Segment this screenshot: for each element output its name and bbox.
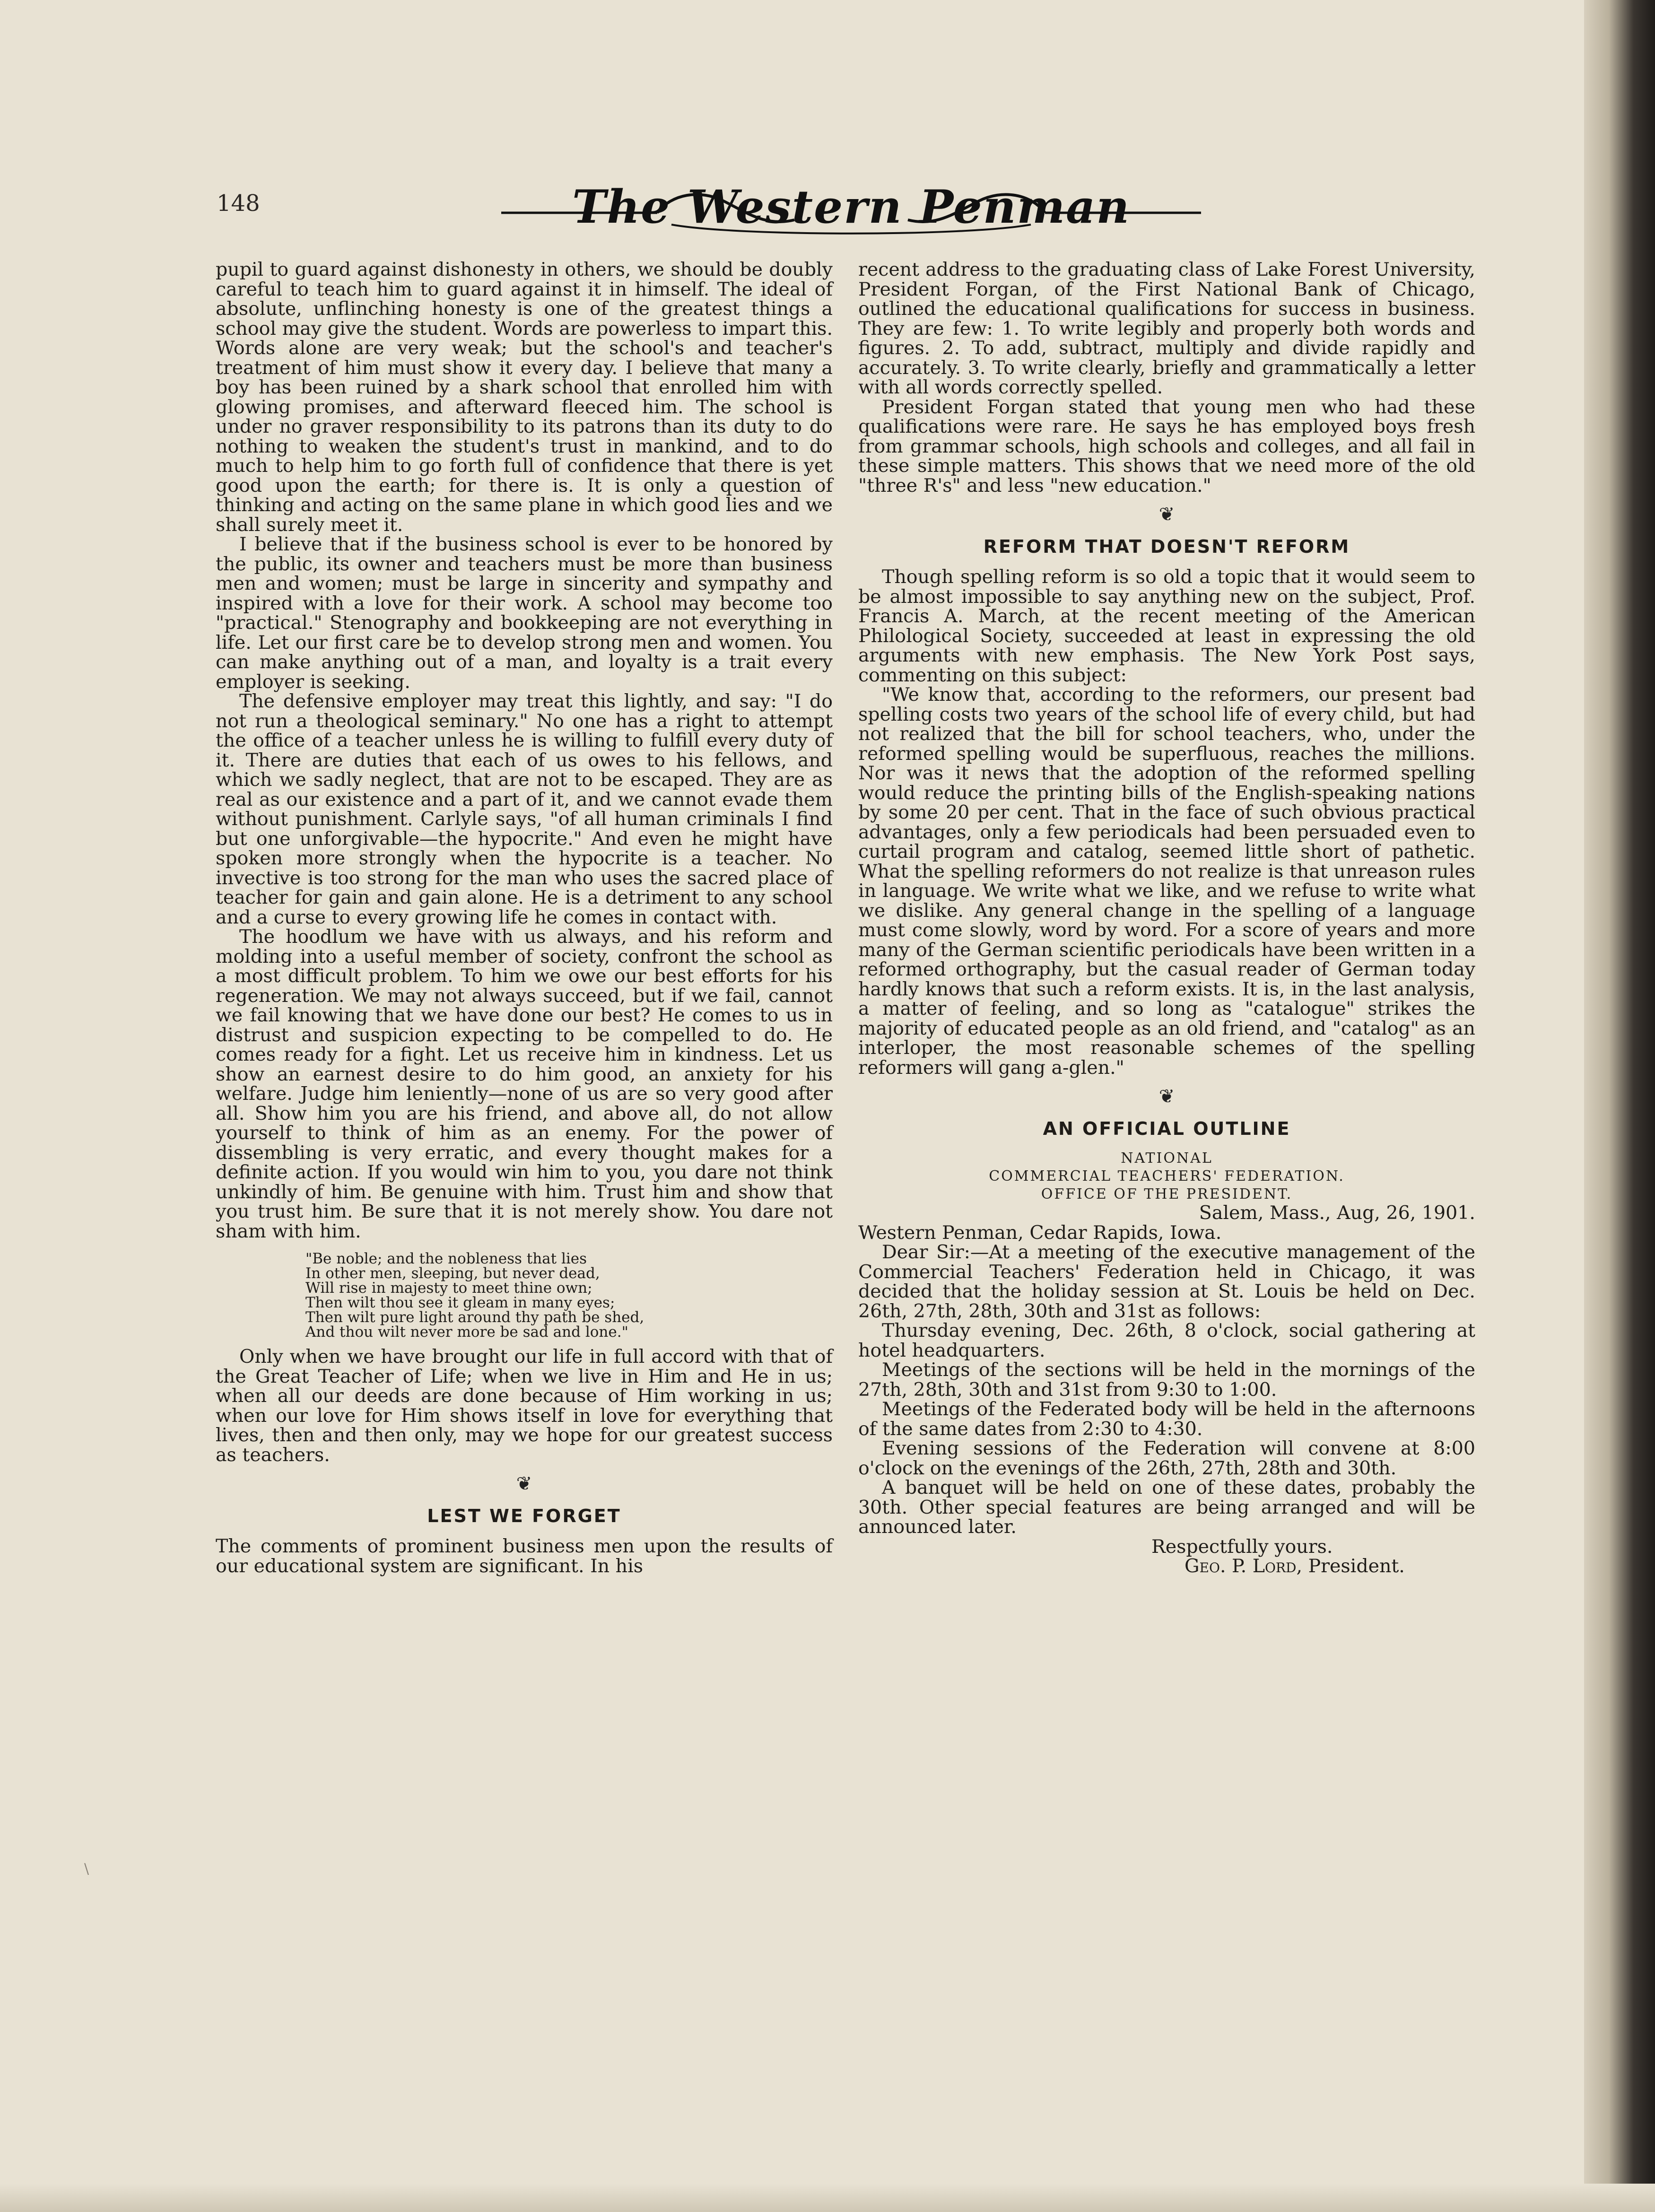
margin-mark: \ — [84, 1861, 89, 1877]
poem-quote — [216, 1252, 833, 1340]
article-paragraph: The comments of prominent business men upon the results of our educational system are significant. In his — [216, 1535, 833, 1577]
page-number: 148 — [217, 190, 260, 217]
letter-closing: Respectfully yours. — [1151, 1535, 1333, 1558]
poem-line: In other men, sleeping, but never dead, — [305, 1265, 600, 1282]
article-paragraph: "We know that, according to the reformers, our present bad spelling costs two years of the school life of every child, but had not realized that the bill for school teachers, who, under the reformed spelling would be superfluous, reaches the millions. Nor was it news that the adoption of the reformed spelling would reduce the printing bills of the English-speaking nations by some 20 per cent. That in the face of such obvious practical advantages, only a few periodicals had been persuaded even to curtail program and catalog, seemed little short of pathetic. What the spelling reformers do not realize is that unreason rules in language. We write what we like, and we refuse to write what we dislike. Any general change in the spelling of a language must come slowly, word by word. For a score of years and more many of the German scientific periodicals have been written in a reformed orthography, but the casual reader of German today hardly knows that such a reform exists. It is, in the last analysis, a matter of feeling, and so long as "catalogue" strikes the majority of educated people as an old friend, and "catalog" as an interloper, the most reasonable schemes of the spelling reformers will gang a-glen." — [858, 684, 1475, 1079]
poem-line: Will rise in majesty to meet thine own; — [305, 1280, 592, 1297]
section-heading-reform: REFORM THAT DOESN'T REFORM — [983, 536, 1350, 557]
signature-name: Geo. P. Lord — [1185, 1555, 1297, 1577]
section-ornament-icon: ❦ — [1158, 504, 1175, 525]
section-ornament-icon: ❦ — [516, 1473, 532, 1495]
section-heading-official-outline: AN OFFICIAL OUTLINE — [1043, 1118, 1291, 1139]
letterhead-line: COMMERCIAL TEACHERS' FEDERATION. — [989, 1168, 1345, 1184]
poem-line: "Be noble; and the nobleness that lies — [305, 1250, 587, 1267]
letter-addressee: Western Penman, Cedar Rapids, Iowa. — [858, 1221, 1222, 1244]
left-column — [216, 260, 833, 1576]
letter-signature — [858, 1557, 1475, 1576]
poem-line: Then wilt pure light around thy path be shed, — [305, 1309, 645, 1326]
letter-paragraph: Thursday evening, Dec. 26th, 8 o'clock, social gathering at hotel headquarters. — [858, 1320, 1475, 1361]
section-heading-lest-we-forget: LEST WE FORGET — [427, 1506, 621, 1526]
letter-paragraph: Meetings of the sections will be held in the mornings of the 27th, 28th, 30th and 31st from 9:30 to 1:00. — [858, 1359, 1475, 1401]
section-ornament-icon: ❦ — [1158, 1086, 1175, 1107]
article-paragraph: President Forgan stated that young men who had these qualifications were rare. He says he has employed boys fresh from grammar schools, high schools and colleges, and all fail in these simple matters. This shows that we need more of the old "three R's" and less "new education." — [858, 396, 1475, 496]
letter-dateline: Salem, Mass., Aug, 26, 1901. — [1199, 1202, 1475, 1224]
article-paragraph: The defensive employer may treat this lightly, and say: "I do not run a theological seminary." No one has a right to attempt the office of a teacher unless he is willing to fulfill every duty of it. There are duties that each of us owes to his fellows, and which we sadly neglect, that are not to be escaped. They are as real as our existence and a part of it, and we cannot evade them without punishment. Carlyle says, "of all human criminals I find but one unforgivable—the hypocrite." And even he might have spoken more strongly when the hypocrite is a teacher. No invective is too strong for the man who uses the sacred place of teacher for gain and gain alone. He is a detriment to any school and a curse to every growing life he comes in contact with. — [216, 690, 833, 928]
masthead-title: The Western Penman — [572, 180, 1131, 234]
article-paragraph: Though spelling reform is so old a topic that it would seem to be almost impossible to say anything new on the subject, Prof. Francis A. March, at the recent meeting of the American Philological Society, succeeded at least in expressing the old arguments with new emphasis. The New York Post says, commenting on this subject: — [858, 566, 1475, 686]
masthead-logo — [501, 175, 1201, 246]
article-paragraph: recent address to the graduating class of Lake Forest University, President Forgan, of the First National Bank of Chicago, outlined the educational qualifications for success in business. They are few: 1. To write legibly and properly both words and figures. 2. To add, subtract, multiply and divide rapidly and accurately. 3. To write clearly, briefly and grammatically a letter with all words correctly spelled. — [858, 259, 1475, 398]
letter-paragraph: Dear Sir:—At a meeting of the executive management of the Commercial Teachers' Federation held in Chicago, it was decided that the holiday session at St. Louis be held on Dec. 26th, 27th, 28th, 30th and 31st as follows: — [858, 1241, 1475, 1322]
page-bottom-edge — [0, 2184, 1655, 2212]
poem-line: And thou wilt never more be sad and lone." — [305, 1324, 628, 1341]
right-column — [858, 260, 1475, 1576]
article-paragraph: I believe that if the business school is ever to be honored by the public, its owner and teachers must be more than business men and women; must be large in sincerity and sympathy and inspired with a love for their work. A school may become too "practical." Stenography and bookkeeping are not everything in life. Let our first care be to develop strong men and women. You can make anything out of a man, and loyalty is a trait every employer is seeking. — [216, 533, 833, 693]
letterhead-line: OFFICE OF THE PRESIDENT. — [1041, 1186, 1293, 1202]
article-paragraph: pupil to guard against dishonesty in others, we should be doubly careful to teach him to guard against it in himself. The ideal of absolute, unflinching honesty is one of the greatest things a school may give the student. Words are powerless to impart this. Words alone are very weak; but the school's and teacher's treatment of him must show it every day. I believe that many a boy has been ruined by a shark school that enrolled him with glowing promises, and afterward fleeced him. The school is under no graver responsibility to its patrons than its duty to do nothing to weaken the student's trust in mankind, and to do much to help him to go forth full of confidence that there is yet good upon the earth; for there is. It is only a question of thinking and acting on the same plane in which good lies and we shall surely meet it. — [216, 259, 833, 536]
letter-paragraph: A banquet will be held on one of these dates, probably the 30th. Other special features are being arranged and will be announced later. — [858, 1477, 1475, 1538]
article-paragraph: Only when we have brought our life in full accord with that of the Great Teacher of Life; when we live in Him and He in us; when all our deeds are done because of Him working in us; when our love for Him shows itself in love for everything that lives, then and then only, may we hope for our greatest success as teachers. — [216, 1346, 833, 1466]
article-paragraph: The hoodlum we have with us always, and his reform and molding into a useful member of society, confront the school as a most difficult problem. To him we owe our best efforts for his regeneration. We may not always succeed, but if we fail, cannot we fail knowing that we have done our best? He comes to us in distrust and suspicion expecting to be compelled to do. He comes ready for a fight. Let us receive him in kindness. Let us show an earnest desire to do him good, an anxiety for his welfare. Judge him leniently—none of us are so very good after all. Show him you are his friend, and above all, do not allow yourself to think of him as an enemy. For the power of dissembling is very erratic, and every thought makes for a definite action. If you would win him to you, you dare not think unkindly of him. Be genuine with him. Trust him and show that you trust him. Be sure that it is not merely show. You dare not sham with him. — [216, 926, 833, 1242]
book-binding-edge — [1584, 0, 1655, 2212]
letter-paragraph: Meetings of the Federated body will be held in the afternoons of the same dates from 2:30 to 4:30. — [858, 1398, 1475, 1440]
letter-paragraph: Evening sessions of the Federation will convene at 8:00 o'clock on the evenings of the 26th, 27th, 28th and 30th. — [858, 1437, 1475, 1479]
signature-title: , President. — [1296, 1555, 1405, 1577]
poem-line: Then wilt thou see it gleam in many eyes; — [305, 1294, 615, 1311]
letterhead-line: NATIONAL — [1121, 1150, 1213, 1167]
